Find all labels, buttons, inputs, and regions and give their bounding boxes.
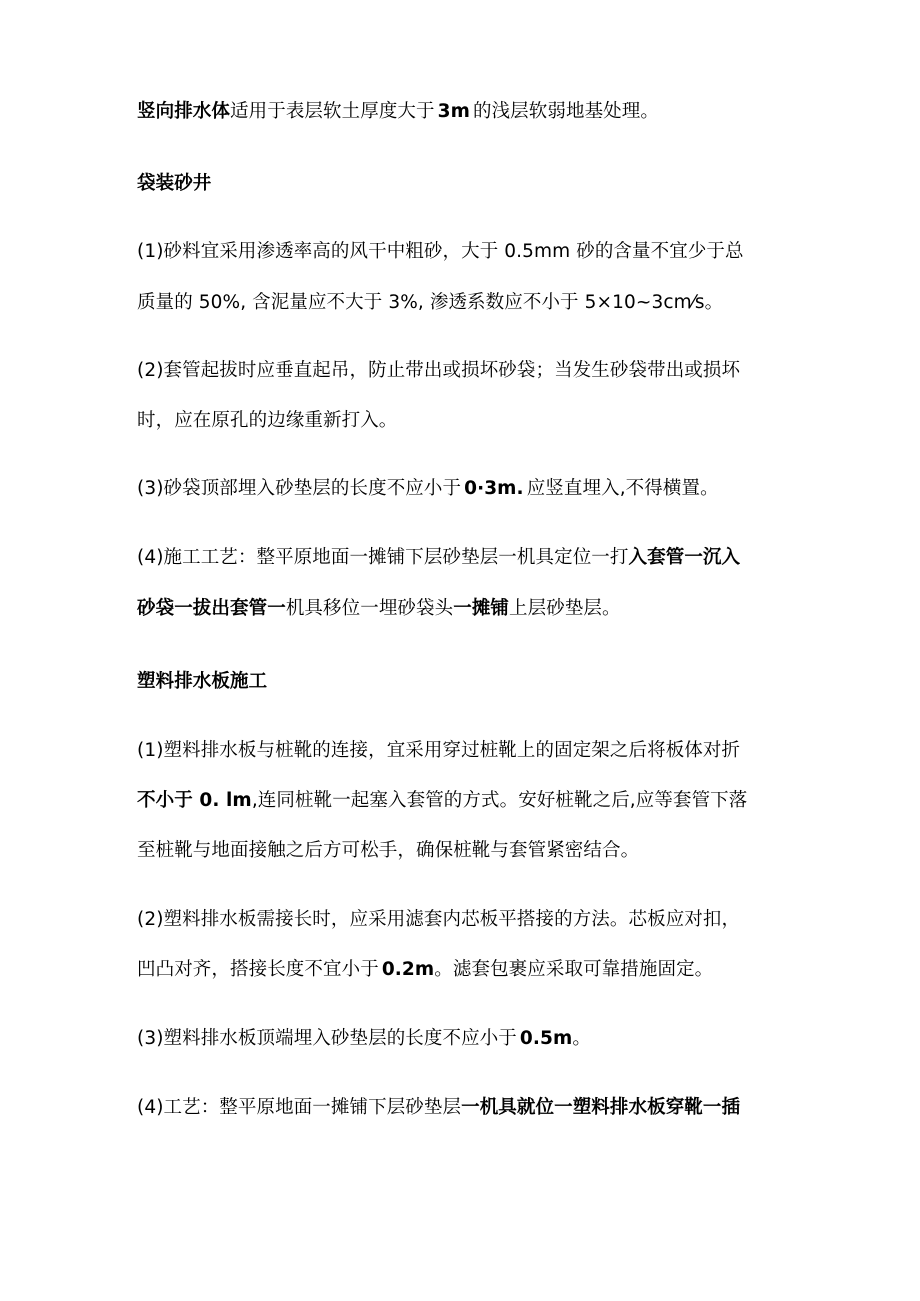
- item-board-top-line-1: [137, 1024, 591, 1053]
- item-board-process-line-1: [137, 1093, 740, 1122]
- value-0-3m: 0·3m.: [464, 478, 524, 499]
- text-segment: 机具移位一埋砂袋头: [285, 598, 454, 619]
- item-board-shoe-line-3: 至桩靴与地面接触之后方可松手，确保桩靴与套管紧密结合。: [137, 840, 640, 861]
- item-board-shoe-line-2: [137, 786, 747, 815]
- text-segment: 。滤套包裹应采取可靠措施固定。: [434, 959, 714, 980]
- heading-bagged-sand-well: 袋装砂井: [137, 173, 212, 194]
- text-segment-bold: 砂袋一拔出套管一: [137, 598, 286, 619]
- text-segment-bold: 一摊铺: [453, 598, 510, 619]
- item-sand-material-line-1: (1)砂料宜采用渗透率高的风干中粗砂，大于 0.5mm 砂的含量不宜少于总: [137, 241, 744, 262]
- item-construction-process-line-1: [137, 543, 740, 572]
- text-segment: 上层砂垫层。: [509, 598, 621, 619]
- value-0-1m: 不小于 0. lm: [137, 790, 252, 811]
- item-board-splice-line-1: (2)塑料排水板需接长时，应采用滤套内芯板平搭接的方法。芯板应对扣，: [137, 909, 741, 930]
- text-segment: (3)砂袋顶部埋入砂垫层的长度不应小于: [137, 478, 462, 499]
- term-vertical-drainage: 竖向排水体: [137, 101, 231, 122]
- item-casing-pull-line-2: 时，应在原孔的边缘重新打入。: [137, 410, 398, 431]
- value-3m: 3m: [437, 101, 470, 122]
- item-sand-material-line-2: 质量的 50%, 含泥量应不大于 3%, 渗透系数应不小于 5×10~3cm⁄s。: [137, 292, 724, 313]
- text-segment: 。: [572, 1028, 591, 1049]
- text-segment: 应竖直埋入,不得横置。: [526, 478, 719, 499]
- item-construction-process-line-2: [137, 594, 621, 623]
- text-segment: 的浅层软弱地基处理。: [472, 101, 659, 122]
- value-0-5m: 0.5m: [519, 1028, 573, 1049]
- text-segment-bold: 入套管一沉入: [628, 547, 741, 568]
- text-segment: 凹凸对齐，搭接长度不宜小于: [137, 959, 379, 980]
- item-board-splice-line-2: [137, 955, 713, 984]
- text-segment: 适用于表层软土厚度大于: [230, 101, 435, 122]
- text-segment-bold: 一机具就位一塑料排水板穿靴一插: [461, 1097, 741, 1118]
- heading-plastic-drain-board: 塑料排水板施工: [137, 671, 268, 692]
- text-segment: (4)工艺：整平原地面一摊铺下层砂垫层: [137, 1097, 462, 1118]
- item-sandbag-top-line-1: [137, 474, 719, 503]
- value-0-2m: 0.2m: [381, 959, 435, 980]
- text-segment: (4)施工工艺：整平原地面一摊铺下层砂垫层一机具定位一打: [137, 547, 629, 568]
- text-segment: ,连同桩靴一起塞入套管的方式。安好桩靴之后,应等套管下落: [251, 790, 748, 811]
- paragraph-vertical-drainage: [137, 97, 659, 126]
- item-board-shoe-line-1: (1)塑料排水板与桩靴的连接，宜采用穿过桩靴上的固定架之后将板体对折: [137, 740, 741, 761]
- item-casing-pull-line-1: (2)套管起拔时应垂直起吊，防止带出或损坏砂袋；当发生砂袋带出或损坏: [137, 360, 741, 381]
- text-segment: (3)塑料排水板顶端埋入砂垫层的长度不应小于: [137, 1028, 517, 1049]
